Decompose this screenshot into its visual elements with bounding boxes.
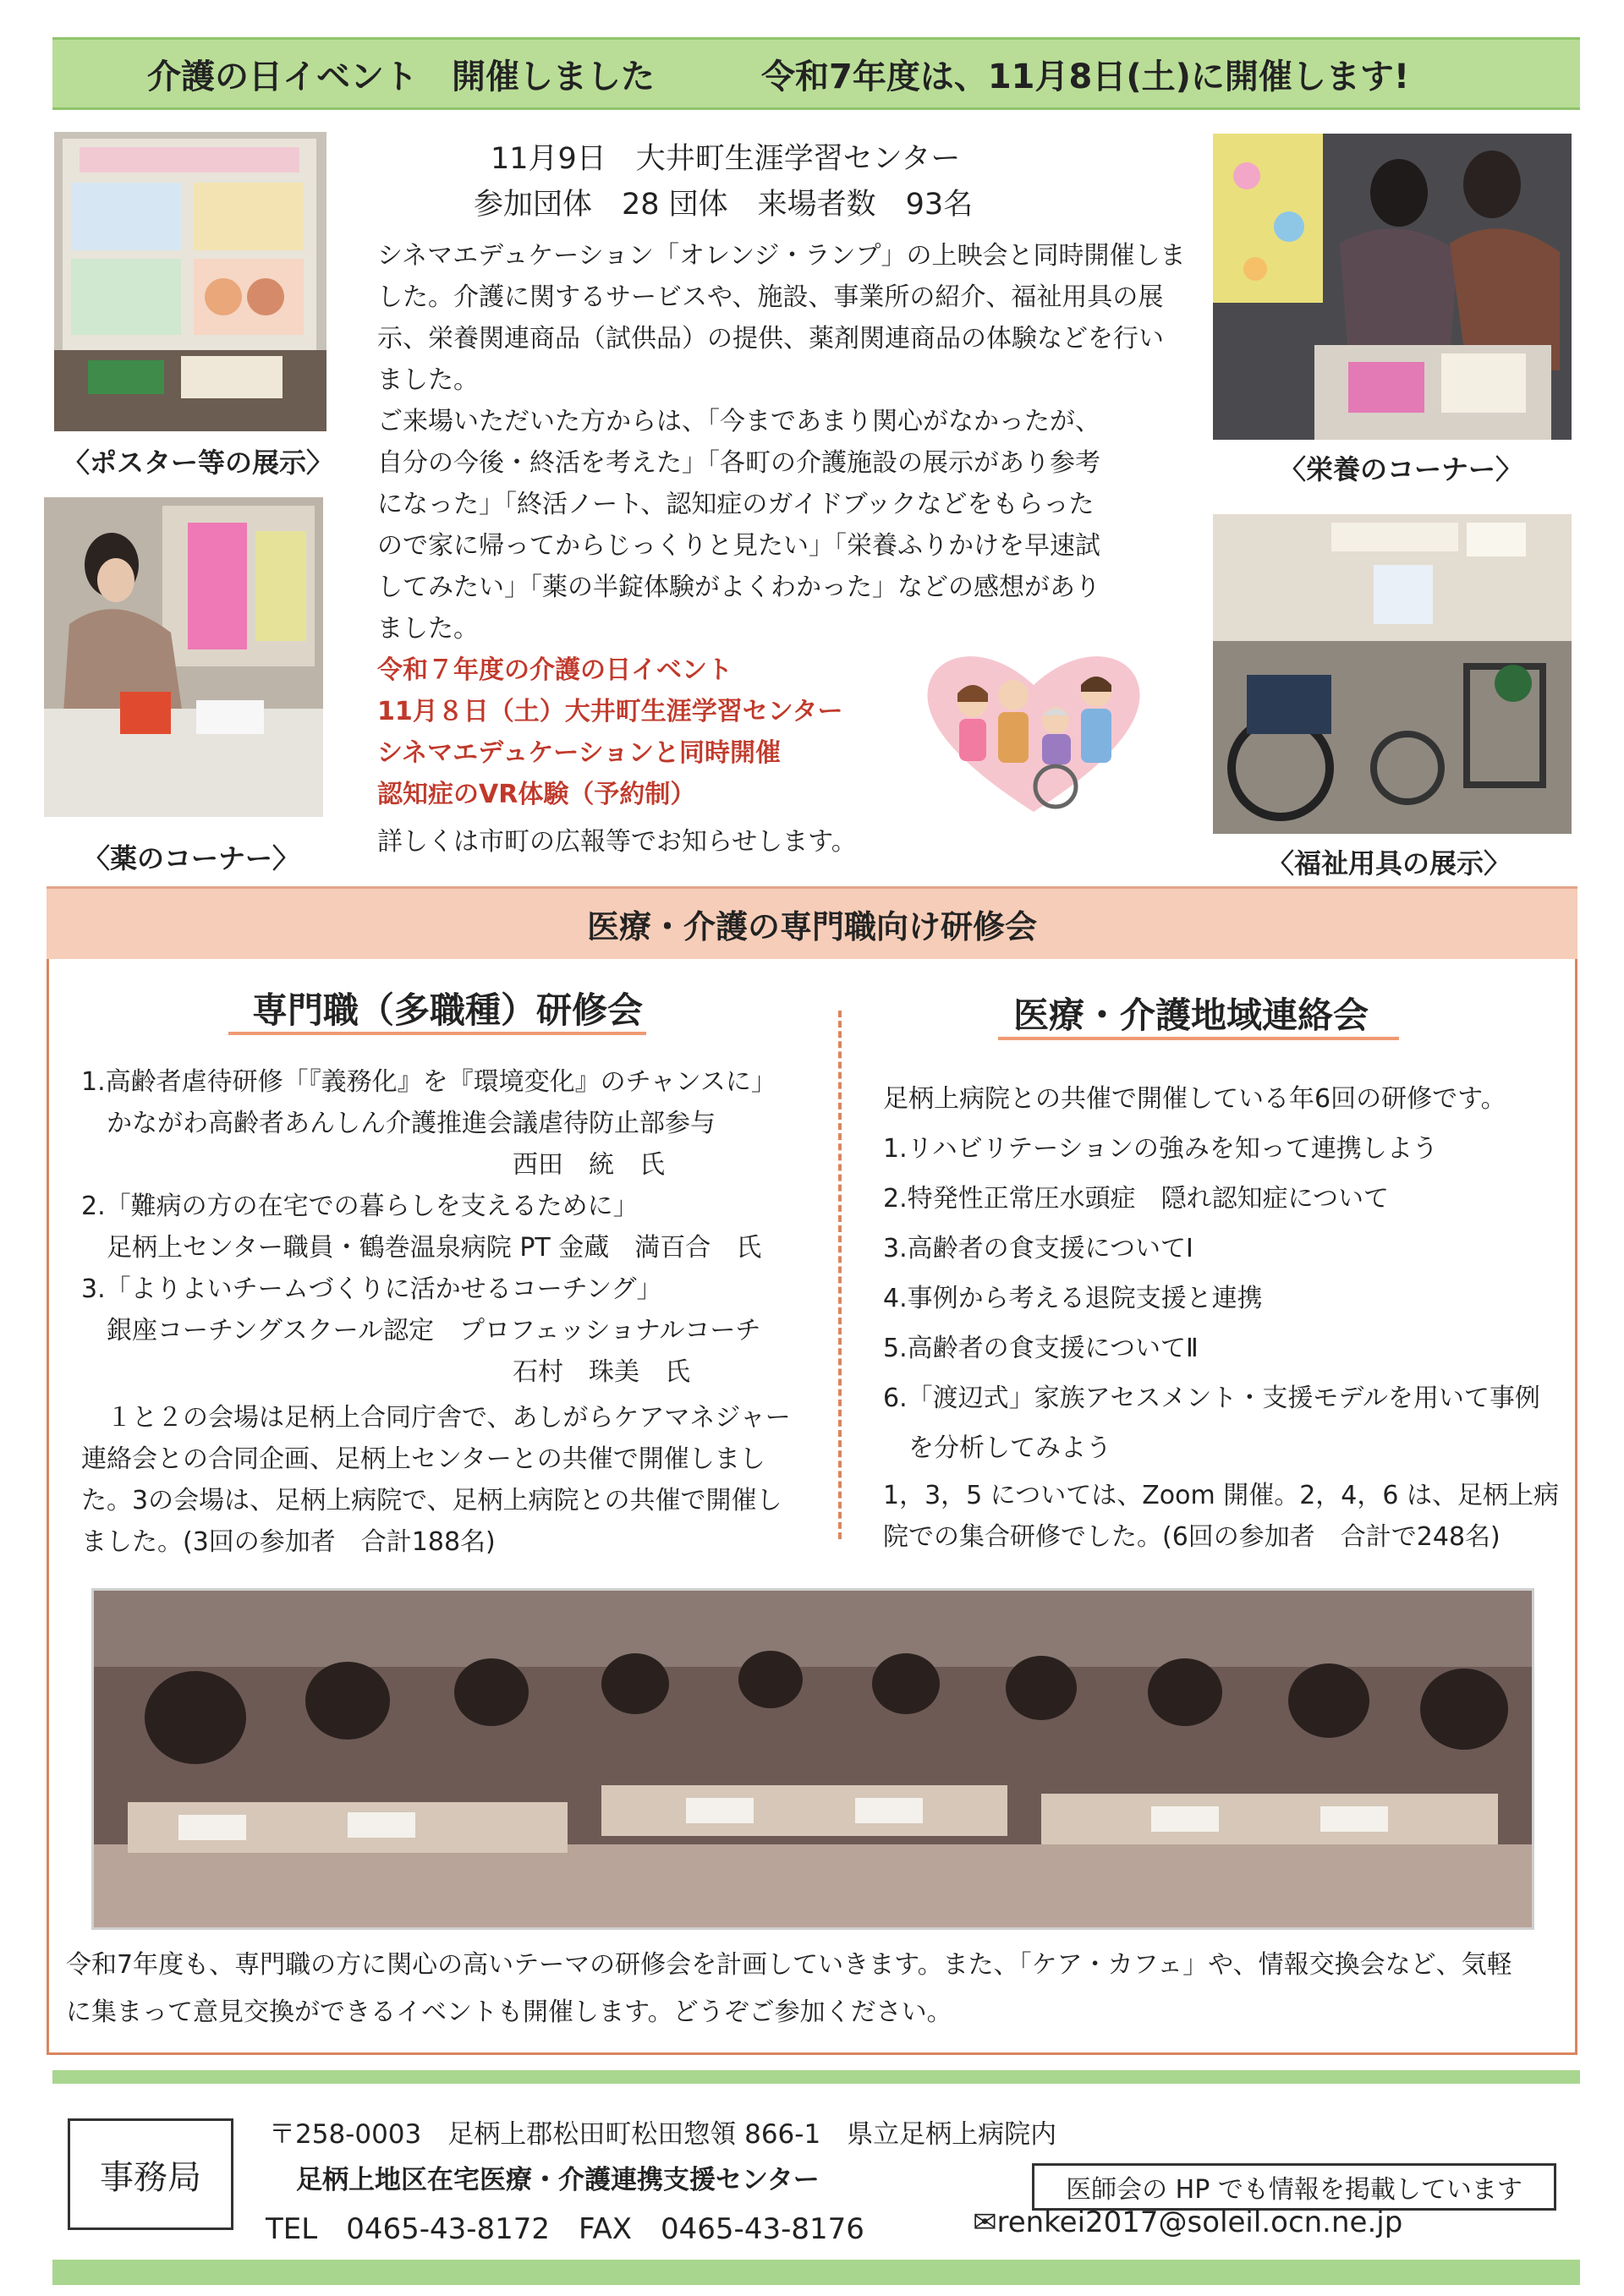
footer-tel-fax: TEL 0465-43-8172 FAX 0465-43-8176: [266, 2212, 864, 2246]
training-item: 石村 珠美 氏: [81, 1357, 690, 1387]
multi-profession-training-summary: [81, 1397, 791, 1563]
footer-address: 〒258-0003 足柄上郡松田町松田惣領 866-1 県立足柄上病院内: [269, 2119, 1057, 2150]
event-stats: 参加団体 28 団体 来場者数 93名: [474, 188, 974, 222]
medicine-corner-photo: [44, 497, 323, 817]
event-description-line: 自分の今後・終活を考えた」「各町の介護施設の展示があり参考: [377, 448, 1100, 478]
office-label: 事務局: [100, 2157, 201, 2197]
training-item: 銀座コーチングスクール認定 プロフェッショナルコーチ: [81, 1316, 761, 1345]
footer-center-name: 足柄上地区在宅医療・介護連携支援センター: [296, 2165, 820, 2195]
office-label-box: [68, 2118, 233, 2230]
training-item: 西田 統 氏: [81, 1150, 665, 1180]
liaison-item: 4.事例から考える退院支援と連携: [883, 1284, 1263, 1313]
event-description-line: 示、栄養関連商品（試供品）の提供、薬剤関連商品の体験などを行い: [377, 324, 1164, 353]
footer-top-bar: [52, 2070, 1580, 2084]
regional-liaison-list: [883, 1074, 1540, 1473]
seminar-hall-photo: [91, 1588, 1534, 1930]
column-divider: [838, 1011, 842, 1539]
training-item: 3.「よりよいチームづくりに活かせるコーチング」: [81, 1274, 662, 1304]
family-heart-illustration: [920, 643, 1147, 819]
liaison-item: 1.リハビリテーションの強みを知って連携しよう: [883, 1134, 1438, 1164]
next-event-line: 認知症のVR体験（予約制）: [377, 780, 696, 809]
training-item: 足柄上センター職員・鶴巻温泉病院 PT 金蔵 満百合 氏: [81, 1233, 762, 1263]
summary-line: 院での集合研修でした。(6回の参加者 合計で248名): [883, 1522, 1501, 1552]
event-description-line: シネマエデュケーション「オレンジ・ランプ」の上映会と同時開催しま: [377, 241, 1186, 271]
summary-line: １と２の会場は足柄上合同庁舎で、あしがらケアマネジャー: [81, 1403, 791, 1433]
event-description: [377, 235, 1186, 649]
training-item: かながわ高齢者あんしん介護推進会議虐待防止部参与: [81, 1109, 716, 1138]
hp-note: 医師会の HP でも情報を掲載しています: [1066, 2175, 1522, 2205]
closing-line: 令和7年度も、専門職の方に関心の高いテーマの研修会を計画していきます。また、「ケア・カフェ」や、情報交換会など、気軽: [66, 1950, 1512, 1980]
right-title-underline: [998, 1037, 1399, 1040]
event-description-line: になった」「終活ノート、認知症のガイドブックなどをもらった: [377, 490, 1095, 519]
summary-line: ました。(3回の参加者 合計188名): [81, 1527, 496, 1557]
event-description-line: してみたい」「薬の半錠体験がよくわかった」などの感想があり: [377, 573, 1100, 602]
top-banner: [52, 37, 1580, 110]
event-description-line: ました。: [377, 365, 479, 395]
event-notice: 詳しくは市町の広報等でお知らせします。: [377, 827, 857, 857]
banner-left-title: 介護の日イベント 開催しました: [147, 57, 655, 96]
training-section-banner: [47, 886, 1577, 959]
event-date-place: 11月9日 大井町生涯学習センター: [491, 142, 961, 176]
poster-caption: 〈ポスター等の展示〉: [63, 447, 334, 479]
event-description-line: ご来場いただいた方からは、「今まであまり関心がなかったが、: [377, 407, 1100, 436]
liaison-item: 足柄上病院との共催で開催している年6回の研修です。: [883, 1084, 1506, 1114]
regional-liaison-summary: [883, 1475, 1559, 1558]
footer-bottom-bar: [52, 2260, 1580, 2285]
next-event-info: [377, 649, 843, 815]
nutrition-caption: 〈栄養のコーナー〉: [1279, 453, 1523, 485]
multi-profession-training-title: 専門職（多職種）研修会: [252, 989, 644, 1031]
liaison-item: 3.高齢者の食支援についてⅠ: [883, 1234, 1193, 1263]
liaison-item: 6.「渡辺式」家族アセスメント・支援モデルを用いて事例: [883, 1384, 1540, 1413]
next-event-line: 令和７年度の介護の日イベント: [377, 655, 732, 685]
poster-exhibit-photo: [54, 132, 326, 431]
summary-line: 1，3，5 については、Zoom 開催。2，4，6 は、足柄上病: [883, 1481, 1560, 1510]
event-description-line: ました。: [377, 614, 479, 644]
welfare-caption: 〈福祉用具の展示〉: [1267, 847, 1512, 879]
next-event-line: シネマエデュケーションと同時開催: [377, 738, 781, 768]
medicine-caption: 〈薬のコーナー〉: [83, 842, 300, 874]
footer-email[interactable]: ✉renkei2017@soleil.ocn.ne.jp: [973, 2206, 1403, 2239]
event-description-line: した。介護に関するサービスや、施設、事業所の紹介、福祉用具の展: [377, 282, 1164, 312]
regional-liaison-title: 医療・介護地域連絡会: [1013, 995, 1369, 1036]
banner-right-title: 令和7年度は、11月8日(土)に開催します!: [761, 57, 1410, 96]
training-item: 2.「難病の方の在宅での暮らしを支えるために」: [81, 1192, 639, 1221]
liaison-item: 2.特発性正常圧水頭症 隠れ認知症について: [883, 1184, 1390, 1214]
liaison-item: 5.高齢者の食支援についてⅡ: [883, 1334, 1199, 1363]
left-title-underline: [228, 1032, 646, 1035]
nutrition-corner-photo: [1213, 134, 1572, 440]
next-event-line: 11月８日（土）大井町生涯学習センター: [377, 697, 843, 726]
training-section-title: 医療・介護の専門職向け研修会: [586, 908, 1037, 945]
training-item: 1.高齢者虐待研修「『義務化』を『環境変化』のチャンスに」: [81, 1067, 776, 1097]
event-description-line: ので家に帰ってからじっくりと見たい」「栄養ふりかけを早速試: [377, 531, 1100, 561]
multi-profession-training-list: [81, 1061, 776, 1393]
liaison-item: を分析してみよう: [883, 1433, 1111, 1463]
summary-line: 連絡会との合同企画、足柄上センターとの共催で開催しまし: [81, 1444, 765, 1474]
closing-message: [66, 1942, 1512, 2036]
closing-line: に集まって意見交換ができるイベントも開催します。どうぞご参加ください。: [66, 1997, 952, 2027]
summary-line: た。3の会場は、足柄上病院で、足柄上病院との共催で開催し: [81, 1486, 782, 1515]
hp-note-box: [1032, 2163, 1556, 2211]
welfare-equipment-photo: [1213, 514, 1572, 834]
